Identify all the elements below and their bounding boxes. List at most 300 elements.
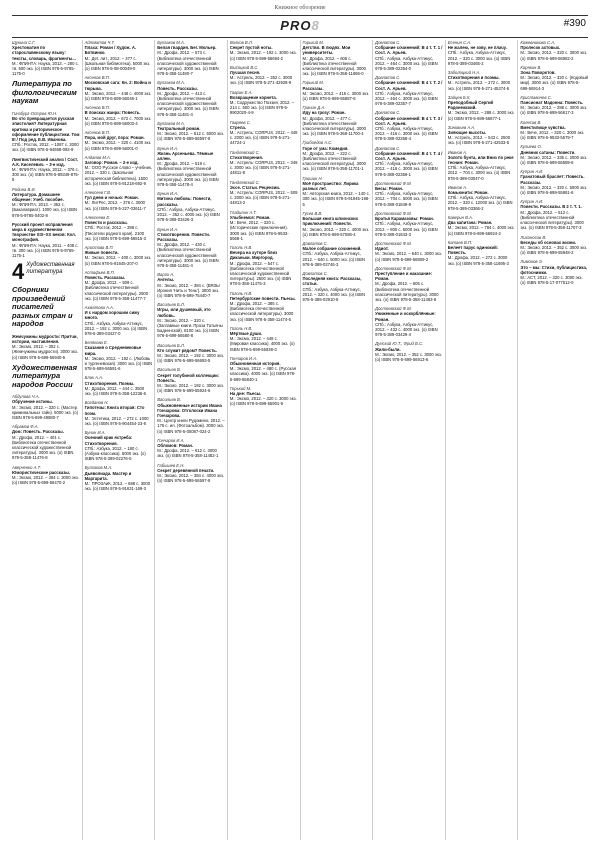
book-title: Русский проект исправления мира в художественном творчестве XIX–XX веков: Кол. монография. [12,221,76,243]
book-details: М.: Эксмо, 2012. – 320 с. 3000 экз. (о) ISBN 978-5-699-56982-2 [520,50,588,61]
book-author: Богданов Н. [84,400,109,406]
book-entry [85,465,153,491]
book-title: Гипотезы: Книга вторая: Сто поэм. [84,405,145,416]
book-author: Васильев Б.Л. [157,302,185,308]
book-details: М.: ФЛИНТА: Наука, 2011. – 408 с. тв. 300 экз. (о) ISBN 978-5-9765-1175-1 [12,242,79,258]
book-details: М.: Эксмо, 2012. – 320 с. 4000 экз. (о) ISBN 978-5-699-57086-4 [302,226,370,237]
book-entry [520,120,588,141]
book-details: СПб.: Азбука, Азбука-Аттикус, 2012. – 464 с. 3000 экз. (о) ISBN 978-5-389-02354-0 [375,55,438,72]
book-title: Преподобный Сергий Радонежский. [447,100,494,111]
book-details: М.: Эксмо, 2012. – 416 с. 3000 экз. (о) ISBN 978-5-699-55887-6 [302,90,370,102]
book-author: Гоголь Н.В. [229,325,253,331]
book-title: Повести. Рассказы. В 2 т. Т. 1. [520,204,582,210]
book-title: Бесы: Роман. [375,186,404,192]
book-details: М.: Дрофа, 2012. – 509 с. (Библиотека отечественной классической литературы). 2500 экз. (о) ISBN 978-5-358-11477-7 [84,280,149,301]
book-details: М.: Эксмо, 2012. – 320 с. 4100 экз. (о) ISBN 978-5-699-56001-0 [84,140,152,151]
book-entry [85,155,153,186]
book-entry [303,241,371,267]
book-author: Бунин И.А. [157,191,179,197]
book-details: М.: ПРОЗАиК, 2012. – 688 с. 3000 экз. (о) ISBN 978-5-91631-169-3 [84,481,151,492]
book-title: Вечера на хуторе близ Диканьки. Миргород. [229,250,278,261]
book-title: Игры, или душевный, это любовь. [157,307,211,318]
book-entry [448,95,516,121]
book-entry [303,105,371,136]
book-author: Криставичев С. [520,94,552,100]
book-entry [157,397,225,433]
book-details: СПб.: Азбука, Азбука-Аттикус, 2012. – 800 с. 5000 экз. (о) ISBN 978-5-389-01843-3 [375,221,438,237]
book-title: Беседы об основах жизни. [520,239,577,245]
book-author: Кожевникова С.А. [520,40,556,45]
book-title: Литература. Домашнее общение: Учеб. пособие. [12,191,64,202]
book-title: Кто служит рядом? Повесть. [157,347,217,353]
book-details: М.: Дрофа, 2012. – 612 с. 3000 экз. (о) ISBN 978-5-358-11482-1 [157,448,219,459]
book-author: Грибоедов А.С. [302,140,333,146]
book-entry [230,245,298,287]
book-author: Айтматов Ч.Т. [84,40,115,45]
book-entry [230,356,298,382]
book-details: М.: ООО Русское слово – учебник, 2012. – 320 с. (Школьная историческая библиотека). 1500 экз. (о) ISBN 978-5-91218-692-9 [84,165,152,186]
book-author: Есенин С.А. [447,40,472,45]
book-author: Аксенов В.П. [84,105,110,111]
book-author: Зиновьев А.А. [447,124,476,130]
book-details: СПб.: Азбука, Азбука-Аттикус, 2012. – 320 с. 12000 экз. (о) ISBN 978-5-389-03366-2 [447,195,513,211]
book-entry [85,375,153,396]
book-title: Возвращение корнета. [229,94,277,100]
book-entry [157,463,225,484]
book-entry [85,270,153,301]
book-entry [375,110,443,141]
book-details: М.: Эксмо, 2012. – 320 с. 5000 экз. (о) ISBN 978-5-699-55861-6 [520,184,588,196]
book-title: Ангелы. [157,277,175,283]
book-entry [520,144,588,165]
book-title: Преступление и наказание: Роман. [375,270,433,282]
book-entry [520,95,588,116]
book-title: Обломов: Роман. [157,443,194,449]
catalog-column [82,40,153,840]
book-title: Дьяволиада. Мастер и Маргарита. [84,470,132,481]
book-author: Довлатов С. [375,110,401,116]
book-author: Алексеева Е. [84,214,111,220]
book-details: М.: Эксмо, 2012. – 640 с. 3000 экз. (о) ISBN 978-5-699-56809-2 [375,251,442,262]
book-title: Зияющие высоты. [447,130,487,136]
top-rule [12,15,588,16]
book-details: М.: Эксмо, 2012. – 192 с. (Любовь и тургеневская). 3000 экз. (о) ISBN 978-5-699-56591-6 [84,355,153,372]
book-entry [375,306,443,337]
book-details: М.: Астрель, 2012. – 352 с. 3000 экз. (о) ISBN 978-5-271-42928-9 [229,75,293,86]
book-author: Васильев В. [157,397,181,403]
book-details: М.: Вече, 2012. – 320 с. (Исторические приключения). 3000 экз. (о) ISBN 978-5-9533-5568-1 [229,220,289,241]
book-entry [230,180,298,206]
book-title: Обыкновенная история. [229,360,281,366]
book-details: М.: Дрофа, 2012. – 430 с. (Библиотека отечественной классической художественной литературы). 3000 экз. (о) ISBN 978-5-358-11481-4 [157,242,219,268]
book-title: Заговор: Роман. – 2-е изд. [84,160,139,166]
book-entry [85,340,153,371]
book-author: Булгаков М.А. [157,40,185,45]
book-entry [157,343,225,364]
book-details: СПб.: Азбука, Азбука-Аттикус, 2012. – 432 с. 4000 экз. (о) ISBN 978-5-389-03429-4 [375,321,438,338]
book-details: М.: Эксмо, 2012. – 384 с. (ВЯЗЬ! Ирония 'Нить и Тень'). 3000 экз. (о) ISBN 978-5-699-75440-7 [157,282,220,298]
book-title: Петербургские повести. Пьесы. [229,295,296,301]
book-title: И с нардом хорошим сижу много. [84,310,140,321]
book-title: Иду на грозу: Роман. [302,110,346,116]
book-details: М.: Дрофа, 2012. – 222 с. (Библиотека отечественной классической литературы). 3000 экз. (о) ISBN 978-5-358-11701-1 [302,150,366,172]
book-title: Осенний крик ястреба: Стихотворения. [84,435,133,446]
book-author: Васильев Б.Л. [157,342,185,348]
book-title: Секрет пустой ноты. [229,45,273,51]
book-details: М.: Астрель: CORPUS, 2012. – 448 с. 2000 экз. (о) ISBN 978-5-271-44724-1 [229,130,298,146]
book-details: СПб.: Азбука, 2012. – 180 с. (Азбука-классика). 5000 экз. (о) ISBN 978-5-389-02276-5 [84,445,146,462]
book-details: М.: Астрель, 2012. – 272 с. 3000 экз. (о) ISBN 978-5-271-45374-6 [447,80,511,91]
book-entry [230,40,298,61]
book-author: Довлатов С. [302,240,328,246]
book-author: Булгаков М.А. [157,120,185,126]
book-title: В поисках жанра: Повесть. [84,110,141,116]
book-title: Обручение истины. [12,399,53,405]
book-details: М.: Дрофа, 2012. – 605 с. (Библиотека отечественной классической литературы). 3000 экз. (о) ISBN 978-5-358-11696-0 [302,55,366,77]
book-entry [375,211,443,237]
book-author: Абдулова Ч.А. [12,394,40,400]
book-entry [85,130,153,151]
book-title: Митина любовь: Повести, рассказы. [157,196,212,207]
book-details: СПб.: Азбука, Азбука-Аттикус, 2012. – 416 с. 3000 экз. (о) ISBN 978-5-389-02358-4 [375,126,438,142]
book-author: Гусев В.В. [302,210,323,216]
book-author: Зайцев Б.К. [447,94,471,100]
book-entry [157,146,225,188]
book-author: Аксенов В.П. [84,75,110,81]
book-entry [448,70,516,91]
book-title: Московская сага: Кн. 2: Война и тюрьма. [84,80,151,91]
bottom-rule [12,37,588,38]
book-entry [375,181,443,207]
book-author: Габышев Е.Н. [157,462,185,468]
book-entry [157,367,225,393]
book-details: М.: Эксмо, 2012. – 192 с. 3000 экз. (о) ISBN 978-5-699-56694-2 [229,50,297,61]
book-author: Корякин В. [520,64,542,70]
book-details: М.: Эксмо, 2012. – 288 с. 3000 экз. (о) ISBN 978-5-699-56617-3 [520,105,588,116]
book-title: Пора, мой друг, пора: Роман. [84,135,145,141]
book-entry [375,40,443,71]
book-title: Вместилище чувства. [520,124,566,130]
book-details: М.: Эксмо, 2012. – 400 с. 3000 экз. (о) ISBN 978-5-91645-207-0 [84,255,152,266]
book-author: Щукина С.Г. [12,40,36,45]
book-details: СПб.: Азбука, Азбука-Аттикус, 2012. – 704 с. 3000 экз. (о) ISBN 978-5-389-03047-0 [447,165,511,181]
book-entry [520,65,588,91]
book-entry [157,80,225,116]
logo-digit: 8 [311,18,320,33]
book-title: Жизнь Арсеньева. Тёмные аллеи. [157,150,214,162]
book-details: М.: Астрель: CORPUS, 2012. – 509 с. 2000 экз. (о) ISBN 978-5-271-44813-2 [229,190,298,206]
book-author: Абрамов Ф.А. [12,424,39,430]
book-entry [12,187,80,218]
section-marker [12,259,80,285]
book-title: На дне: Пьесы. [229,390,262,396]
section-heading: Художественная литература народов России [12,362,77,389]
book-entry [157,227,225,269]
catalog-column [300,40,371,840]
book-title: Не жалею, не зову, не плачу. [447,45,507,51]
book-entry [230,210,298,241]
book-title: Гранатовый браслет: Повесть. Рассказы. [520,174,585,185]
book-title: Братья Карамазовы: Роман. [375,216,434,222]
book-title: Во что превращается русская эпистолия? Литературная критика и риторическое оформление публицистики. Том III / Под ред. Е.В. Иванова. [12,116,80,142]
book-title: Эссе. Статьи. Рецензии. [229,184,280,190]
book-title: Сказания о Средневековье мира. [84,345,142,356]
book-author: Достоевский Ф.М. [375,240,412,246]
book-details: М.: Дрофа, 2012. – 573 с. (Библиотека отечественной классической художественной литературы). 3000 экз. (о) ISBN 978-5-358-11480-7 [157,50,219,77]
book-details: СПб.: Азбука, Азбука-Аттикус, 2012. – 352 с. 4000 экз. (о) ISBN 978-5-389-03426-3 [157,206,220,223]
book-entry [230,90,298,116]
book-title: Униженные и оскорблённые: Роман. [375,311,436,322]
book-entry [230,326,298,352]
book-entry [157,121,225,142]
book-details: М.: ФЛИНТА: Наука, 2012. – 376 с. 300 экз. (о) ISBN 978-5-89349-875-8 [12,166,80,183]
book-title: Идиот. [375,246,389,252]
book-entry [12,394,80,420]
book-entry [157,302,225,338]
book-author: Достоевский Ф.М. [375,265,412,271]
book-details: М.: Содружество Поэзия, 2012. – 214 с. 500 экз. (о) ISBN 978-5-9902020-4-9 [229,100,295,116]
book-entry [230,386,298,407]
book-entry [157,40,225,76]
book-details: СПб.: Азбука, Азбука-Аттикус, 2012. – 320 с. 3000 экз. (о) ISBN 978-5-389-03465-2 [447,50,511,66]
book-title: Хрестоматия по старославянскому языку: тексты, словарь, фрагменты... [12,45,76,61]
book-details: СПб.: Азбука, Азбука-Аттикус, 2012. – 640 с. 5000 экз. (о) ISBN 978-5-389-02746-3 [302,251,366,267]
book-title: Белая гвардия. Бег. Мольер. [157,45,217,51]
book-details: М.: Эксмо, 2012. – 352 с. (Жемчужины мудрости). 3000 экз. (о) ISBN 978-5-699-56940-5 [12,344,78,360]
book-title: Собрание сочинений: В 4 т. Т. 1 / Сост. А. Арьев. [375,45,443,56]
book-details: М.: Эксмо, 2012. – 672 с. 7000 экз. (о) ISBN 978-5-699-56003-4 [84,115,152,126]
book-title: Мёртвые души. [229,330,263,336]
book-entry [303,140,371,171]
book-entry [375,266,443,302]
book-title: Моё пространство: Лирика разных лет. [302,180,359,192]
book-author: Гаврин Е.А. [229,89,253,95]
journal-title: Книжное обозрение [274,5,326,11]
book-author: Куприн А.И. [520,169,544,175]
book-author: Бунин И.А. [157,145,179,151]
book-details: М.: АСТ, 2012. – 320 с. 3000 экз. (о) ISBN 978-5-17-077512-0 [520,274,583,286]
book-title: Жемчужины мудрости: Притчи, истории, наставления. [12,333,78,344]
book-author: Заболоцкий Н.А. [447,70,481,76]
book-author: Гавряев С. [229,119,251,125]
book-title: Собрание сочинений: В 4 т. Т. 3 / Сост. А. Арьев. [375,115,443,126]
book-entry [448,240,516,266]
book-entry [375,75,443,106]
book-author: Булгаков М.А. [157,80,185,86]
book-title: Стрела. [229,124,246,130]
book-author: Родина В.И. [12,186,36,192]
book-title: Белеет парус одинокий: Повесть. [447,244,499,256]
book-entry [375,341,443,362]
book-entry [375,146,443,177]
catalog-column [517,40,588,840]
book-details: СПб.: Росток, 2012. – 288 с. (Писатели родного края). 2100 экз. (о) ISBN 978-5-699-59815-3 [84,225,146,241]
book-entry [85,245,153,266]
book-entry [520,169,588,195]
book-title: Собрание сочинений: В 4 т. Т. 4 / Сост. А. Арьев. [375,150,443,162]
book-entry [85,430,153,461]
book-author: Довлатов С. [375,145,401,151]
book-author: Гандлевский С. [229,179,260,185]
book-title: Повесть. Рассказы. [157,85,198,91]
book-author: Гончаров И.А. [157,437,185,443]
book-entry [12,222,80,258]
book-author: Колесов В. [520,119,542,125]
book-author: Гладилин А.Т. [229,209,257,215]
book-entry [85,305,153,336]
book-author: Иванов А. [447,184,468,190]
book-details: М.: Дрофа, 2012. – 477 с. (Библиотека отечественной классической литературы). 3000 экз. (о) ISBN 978-5-358-11700-4 [302,115,366,137]
book-author: Лимонов Э. [520,259,543,265]
book-author: Гоголь Н.В. [229,290,253,296]
book-entry [230,291,298,322]
book-details: М.: ФЛИНТА: Наука, 2013. – 280 с. тв. 500 экз. (о) ISBN 978-5-9765-1175-0 [12,60,79,77]
catalog-column [12,40,80,840]
book-author: Гоголь Н.В. [229,244,253,250]
book-entry [85,75,153,101]
book-title: Стихотворения и поэмы. [447,75,500,81]
book-title: Рассказы. [302,85,324,91]
book-title: Комьюнити: Роман. [447,190,489,196]
book-title: Горе от ума: Комедия. [302,145,349,151]
book-entry [303,40,371,76]
book-entry [448,125,516,146]
book-details: М.: Эксмо, 2012. – 784 с. 4000 экз. (о) ISBN 978-5-699-56924-2 [447,225,515,236]
book-details: М.: Дрофа, 2012. – 385 с. (Библиотека отечественной классической литературы). 3000 экз. (о) ISBN 978-5-358-11474-6 [229,300,294,322]
book-entry [157,191,225,222]
book-title: Дневник сатаны: Повести. [520,149,576,155]
book-title: Стихотворения. Повести. Рассказы. [157,231,210,242]
book-title: Юмористические рассказы. [12,469,71,475]
book-author: Аристова В.П. [84,244,114,250]
book-details: М.: Эксмо, 2012. – 352 с. 3000 экз. (о) ISBN 978-5-699-55948-2 [520,244,588,256]
book-details: М.: Эксмо, 2012. – 384 с. 4000 экз. (о) ISBN 978-5-699-56597-8 [157,473,225,484]
book-author: Горький М. [229,385,252,391]
book-title: Пансионат Мадонна: Повесть. [520,100,584,106]
book-details: СПб.: Росток, 2012. – 1087 с. 2000 экз. (о) ISBN 978-5-94668-092-9 [12,142,79,153]
book-author: Ахматова А.А. [84,304,114,310]
book-details: СПб.: Азбука, Азбука-Аттикус, 2012. – 320 с. 4000 экз. (о) ISBN 978-5-389-02910-8 [302,286,366,302]
book-author: Кулиева О. [520,144,542,150]
book-entry [12,465,80,486]
section-logo [280,18,319,33]
book-details: М.: Дрофа, 2012. – 547 с. (Библиотека отечественной классической художественной литературы). 2500 экз. (о) ISBN 978-5-358-11475-3 [229,260,292,287]
book-title: Два капитана: Роман. [447,220,493,226]
catalog-column [227,40,298,840]
book-title: Лучшая песня. [229,70,261,76]
book-title: Детство. В людях. Мои университеты. [302,45,351,56]
book-details: М.: Эксмо, 2012. – 320 с. (Заглавные книги. Проза Татьяны Баденнской). 8100 экз. (о) ISBN 978-5-699-56580-8 [157,317,223,339]
book-details: М.: Дрофа, 2012. – 272 с. 3000 экз. (о) ISBN 978-5-358-11695-3 [447,255,509,266]
book-entry [85,215,153,241]
book-details: М.: ЛитРес, 2012. – 376 с. 3000 экз. (о) ISBN 978-5-227-03611-7 [84,200,146,211]
section-heading: Литература по филологическим наукам [12,79,77,106]
book-author: Блок А.А. [84,375,104,381]
book-entry [448,215,516,236]
book-details: М.: Центр книги Рудомино, 2012. – 176 с. ил. (Фотоальбом). 3000 экз. (о) ISBN 978-5-00087-024-2 [157,418,225,434]
catalog-column [372,40,443,840]
book-title: Большая книга шпионских приключений: Повести. [302,216,359,227]
book-author: Варго А. [157,272,175,278]
book-details: М.: Дрофа, 2012. – 512 с. (Библиотека отечественной классической литературы). 3000 экз. (о) ISBN 978-5-358-11707-3 [520,209,584,231]
book-author: Горький М. [302,80,324,86]
book-title: Жили-были. [375,346,401,352]
book-details: СПб.: Азбука, Азбука-Аттикус, 2012. – 464 с. 3000 экз. (о) ISBN 978-5-389-02357-7 [375,90,438,107]
book-author: Катаев В.П. [447,239,473,245]
book-author: Гандлевский С. [229,149,260,155]
book-author: Куприн А.И. [520,199,544,205]
book-entry [520,235,588,256]
book-details: М.: Авторская книга, 2012. – 140 с. 300 экз. (о) ISBN 978-5-91945-198-5 [302,191,370,207]
book-details: М.: Эксмо, 2012. – 192 с. 3000 экз. (о) ISBN 978-5-699-56693-5 [157,352,225,364]
book-title: Золото бунта, или Вниз по реке теснин: Роман. [447,154,514,166]
catalog-column [445,40,516,840]
book-details: СПб.: Азбука, Азбука-Аттикус, 2012. – 704 с. 5000 экз. (о) ISBN 978-5-389-01849-9 [375,191,438,207]
book-author: Довлатов С. [302,270,328,276]
book-details: М.: ФЛИНТА, 2013. – 352 с. (Бакалавриат). 1000 экз. (о) ISBN 978-5-9765-0402-8 [12,202,78,218]
book-title: Плаха: Роман / Худож. А. Ботвинко. [84,45,137,56]
book-details: М.: Эксмо, 2012. – 448 с. 4000 экз. (о) ISBN 978-5-699-56046-1 [84,90,152,102]
book-title: Малое собрание сочинений. [302,246,362,252]
book-entry [375,241,443,262]
book-author: Бунин И.А. [84,430,106,436]
book-title: Пролесок ахтовых. [520,45,561,51]
book-author: Высоцкий В.С. [229,64,259,70]
book-details: М.: Эксмо, 2012. – 288 с. 3000 экз. (о) ISBN 978-5-699-56877-1 [447,110,515,121]
book-entry [85,105,153,126]
book-details: М.: Эксмо, 2012. – 192 с. 3000 экз. (о) ISBN 978-5-699-55924-6 [157,382,225,394]
book-details: М.: Эксмо, 2012. – 512 с. 5000 экз. (о) ISBN 978-5-699-56597-8 [157,131,225,142]
book-details: М.: Астрель, 2012. – 543 с. 2500 экз. (о) ISBN 978-5-271-42533-5 [447,135,511,146]
book-author: Аверченко А.Т. [12,464,41,470]
book-details: М.: Эксмо, 2012. – 448 с. (Мировая классика). 4000 экз. (о) ISBN 978-5-699-55938-3 [229,336,295,352]
book-entry [85,40,153,71]
book-entry [12,40,80,76]
book-title: Повести и рассказы. [84,220,128,226]
book-details: М.: Эксмо, 2012. – 384 с. 3000 экз. (о) ISBN 978-5-699-56470-2 [12,475,79,486]
book-title: Последняя книга: Рассказы, статьи. [302,276,362,287]
book-details: М.: Эксмо, 2012. – 352 с. 3000 экз. (о) ISBN 978-5-699-56913-6 [375,351,442,362]
book-title: Собрание сочинений: В 4 т. Т. 2 / Сост. А. Арьев. [375,80,443,91]
book-entry [12,157,80,183]
book-details: М.: Дрофа, 2012. – 519 с. (Библиотека отечественной классической художественной литературы). 3000 экз. (о) ISBN 978-5-358-11478-4 [157,161,219,188]
logo-text: PRO [280,18,312,33]
book-entry [303,80,371,101]
book-entry [448,150,516,181]
book-details: М.: Эксмо, 2012. – 336 с. 2000 экз. (о) ISBN 978-5-699-56589-6 [520,154,588,166]
book-title: Улыбнемся: Роман. [229,214,271,220]
book-author: Достоевский Ф.М. [375,180,412,186]
book-entry [520,199,588,230]
book-author: Аксенов В.П. [84,130,110,136]
book-title: Зона Поворотов. [520,70,556,76]
book-entry [303,176,371,207]
book-author: Гинзбург-Остров Ю.Н. [12,110,58,116]
book-title: Стихотворения. Поэмы. [84,380,135,386]
book-author: Достоевский Ф.М. [375,306,412,312]
book-entry [448,40,516,66]
book-details: СПб.: Азбука, Азбука-Аттикус, 2012. – 416 с. 3000 экз. (о) ISBN 978-5-389-02359-1 [375,161,438,177]
book-title: Театральный роман. [157,126,201,132]
book-author: Горький М. [302,40,324,45]
book-author: Белякова Е. [84,340,108,346]
book-title: Стихотворения. [229,154,263,160]
book-title: Повесть. Рассказы. [84,274,126,280]
book-entry [12,334,80,360]
section-label: Художественная литература [26,262,75,276]
book-entry [12,111,80,153]
book-details: М.: Вече, 2012. – 320 с. 3000 экз. (о) ISBN 978-5-9533-5579-7 [520,130,585,141]
